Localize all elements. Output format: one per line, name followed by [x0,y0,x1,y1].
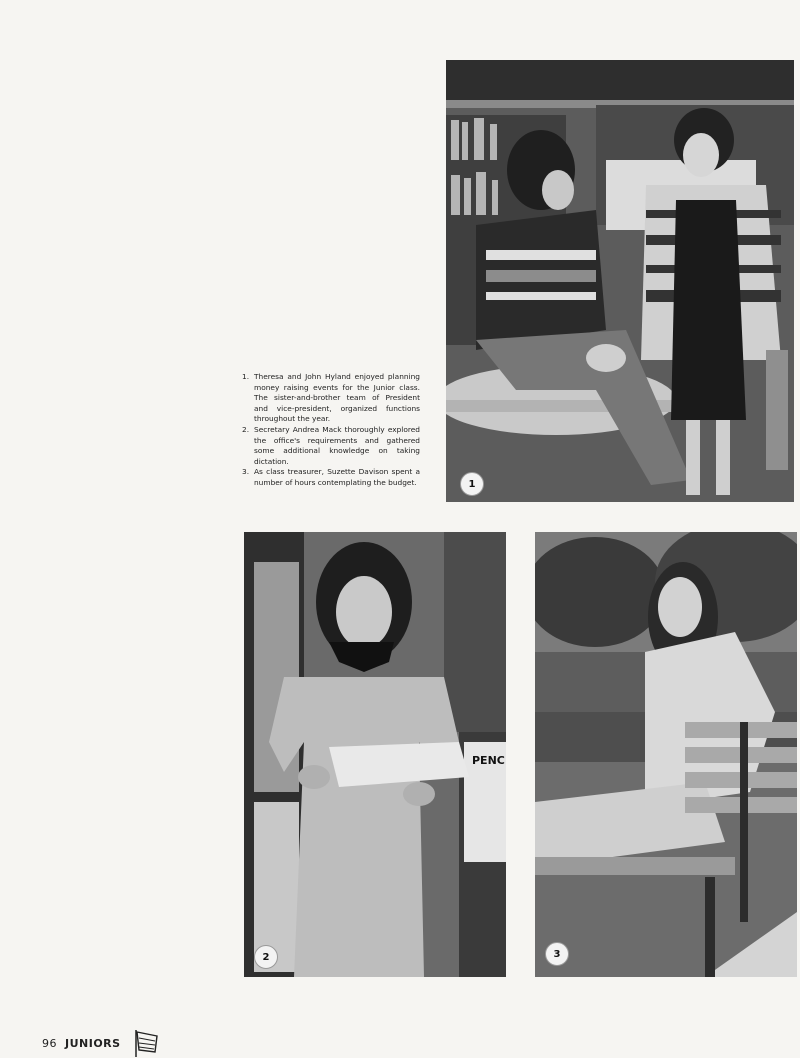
caption-2 [242,425,420,467]
photo-number-badge: 3 [545,942,569,966]
photo-number-badge: 2 [254,945,278,969]
caption-number: 2. [242,424,250,434]
caption-number: 1. [242,372,250,381]
photo-1 [446,60,794,502]
photo-2 [244,532,506,977]
caption-1 [242,372,420,425]
caption-text: As class treasurer, Suzette Davison spent a number of hours contemplating the budget. [254,467,420,487]
section-title: JUNIORS [65,1036,121,1050]
photo-1-image [446,60,794,502]
flag-emblem-icon [133,1028,161,1058]
caption-3 [242,467,420,488]
page-footer [42,1028,161,1058]
page-number: 96 [42,1036,57,1050]
caption-number: 3. [242,467,250,477]
photo-2-image [244,532,506,977]
photo-captions [242,372,420,489]
caption-text: Theresa and John Hyland enjoyed planning money raising events for the Junior class. The sister-and-brother team of President and vice-president, organized functions throughout the year. [254,372,420,424]
caption-text: Secretary Andrea Mack thoroughly explored the office's requirements and gathered some additional knowledge on taking dictation. [254,424,420,466]
photo-3-image [535,532,797,977]
photo-3 [535,532,797,977]
pencil-sign-text: PENC [472,754,505,767]
photo-number-badge: 1 [460,472,484,496]
